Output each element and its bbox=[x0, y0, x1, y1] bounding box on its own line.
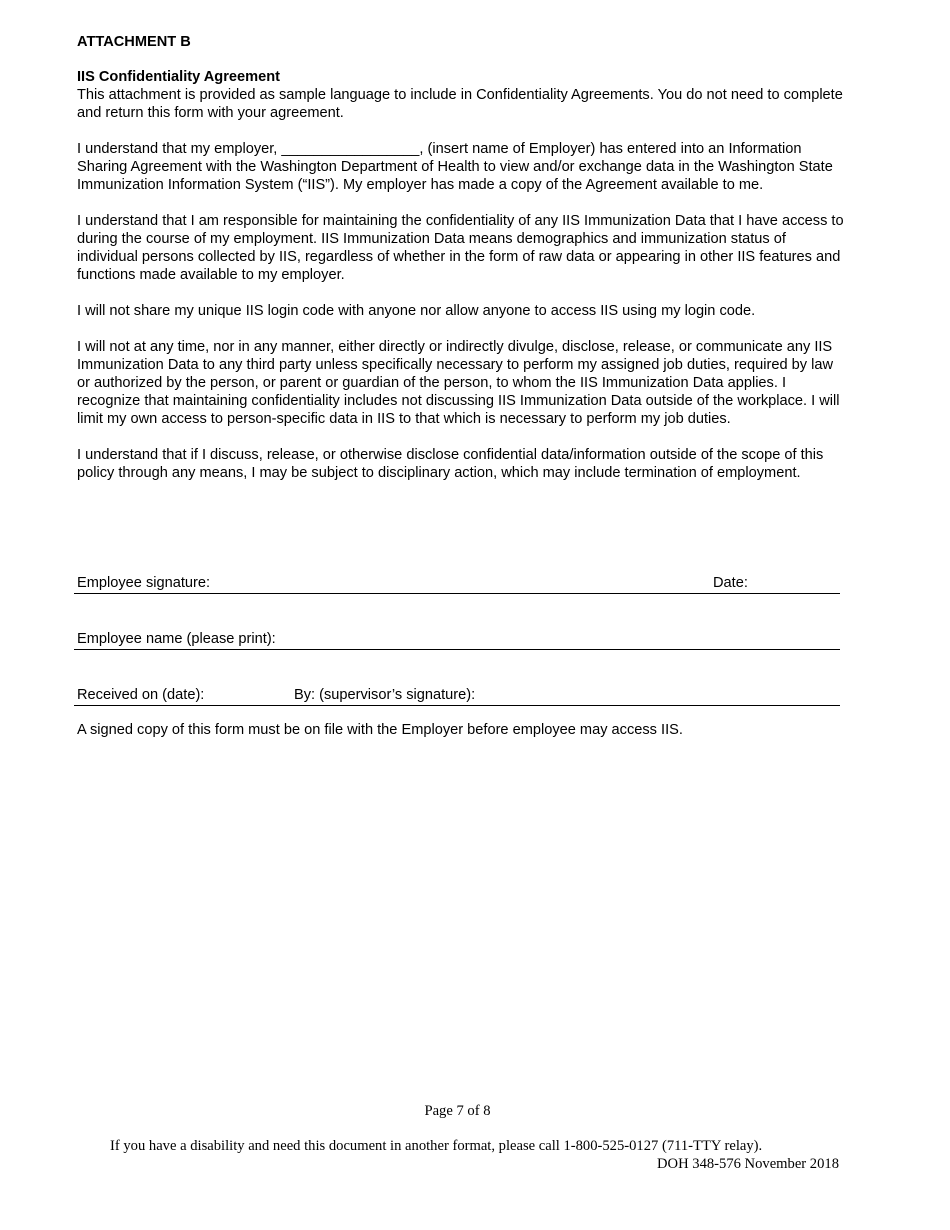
page-number: Page 7 of 8 bbox=[424, 1103, 491, 1119]
received-line[interactable] bbox=[74, 685, 840, 706]
paragraph-employer: I understand that my employer, _________________, (insert name of Employer) has entered into an Information Sharing Agreement with the Washington Department of Health to view and/or exchange data in the Washington State Immunization Information System (“IIS”). My employer has made a copy of the Agreement available to me. bbox=[77, 141, 833, 193]
attachment-title: ATTACHMENT B bbox=[77, 34, 191, 50]
section-title: IIS Confidentiality Agreement bbox=[77, 69, 280, 85]
employee-signature-line[interactable] bbox=[74, 573, 840, 594]
intro-paragraph: This attachment is provided as sample language to include in Confidentiality Agreements. You do not need to complete and return this form with your agreement. bbox=[77, 87, 843, 121]
employee-name-label: Employee name (please print): bbox=[77, 631, 276, 647]
document-body bbox=[77, 33, 847, 482]
signed-copy-note: A signed copy of this form must be on file with the Employer before employee may access IIS. bbox=[77, 722, 683, 738]
paragraph-login-code: I will not share my unique IIS login code with anyone nor allow anyone to access IIS using my login code. bbox=[77, 303, 756, 319]
document-id: DOH 348-576 November 2018 bbox=[657, 1156, 839, 1172]
supervisor-signature-label: By: (supervisor’s signature): bbox=[294, 687, 476, 703]
paragraph-responsibility: I understand that I am responsible for maintaining the confidentiality of any IIS Immunization Data that I have access to during the course of my employment. IIS Immunization Data means demographics and immunization status of individual persons collected by IIS, regardless of whether in the form of raw data or appearing in other IIS features and functions made available to my employer. bbox=[77, 213, 844, 283]
paragraph-disclosure: I will not at any time, nor in any manner, either directly or indirectly divulge, disclose, release, or communicate any IIS Immunization Data to any third party unless specifically necessary to perform my assigned job duties, required by law or authorized by the person, or parent or guardian of the person, to whom the IIS Immunization Data applies. I recognize that maintaining confidentiality includes not discussing IIS Immunization Data outside of the workplace. I will limit my own access to person-specific data in IIS to that which is necessary to perform my job duties. bbox=[77, 339, 840, 427]
date-label: Date: bbox=[713, 575, 748, 591]
paragraph-consequences: I understand that if I discuss, release, or otherwise disclose confidential data/information outside of the scope of this policy through any means, I may be subject to disciplinary action, which may include termination of employment. bbox=[77, 447, 824, 481]
received-on-label: Received on (date): bbox=[77, 687, 205, 703]
employee-signature-label: Employee signature: bbox=[77, 575, 211, 591]
employee-name-line[interactable] bbox=[74, 629, 840, 650]
disability-note: If you have a disability and need this document in another format, please call 1-800-525-0127 (711-TTY relay). bbox=[110, 1138, 763, 1154]
